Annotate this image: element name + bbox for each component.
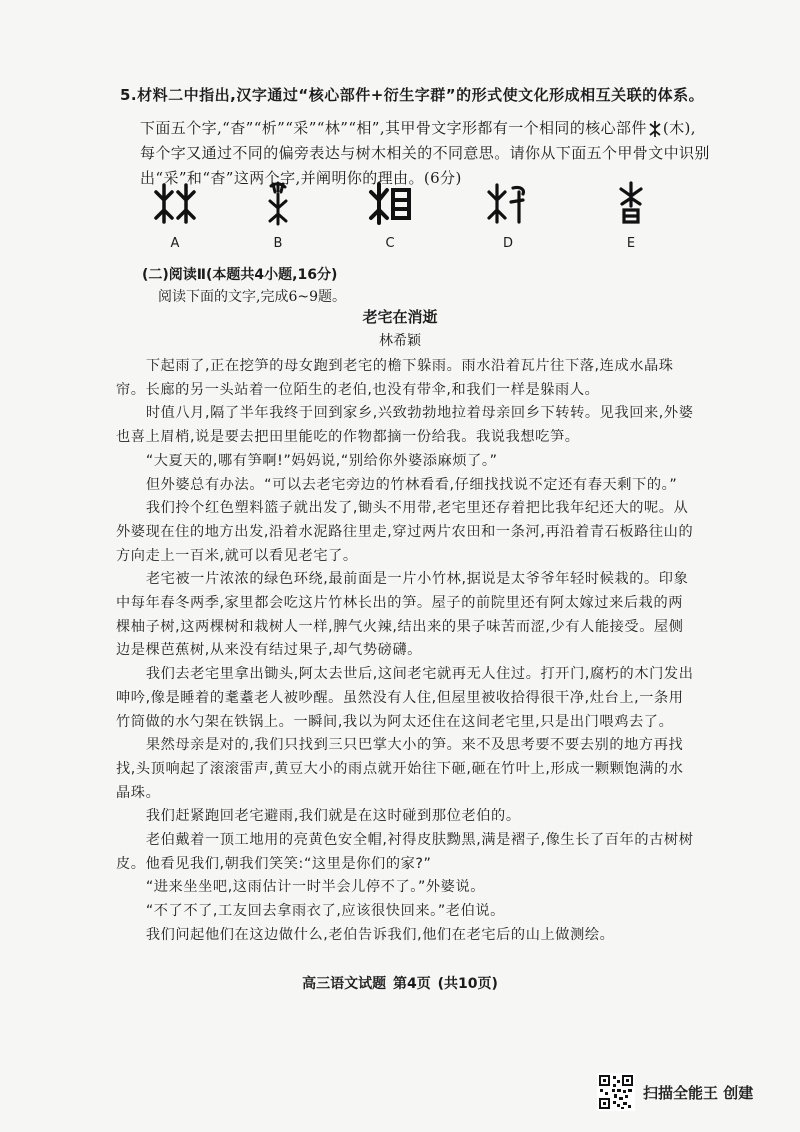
oracle-lin-icon: [145, 180, 205, 226]
question-5-body-cont: (木),每个字又通过不同的偏旁表达与树木相关的不同意思。请你从下面五个甲骨文中识别出“采”和“杳”这两个字,并阐明你的理由。(6分): [140, 119, 710, 187]
option-d: [478, 180, 538, 251]
article-paragraph: “进来坐坐吧,这雨估计一时半会儿停不了。”外婆说。: [145, 879, 486, 896]
article-paragraph: 老宅被一片浓浓的绿色环绕,最前面是一片小竹林,据说是太爷爷年轻时候栽的。印象中每年春冬两季,家里都会吃这片竹林长出的笋。屋子的前院里还有阿太嫁过来后栽的两棵柚子树,这两棵树和栽树人一样,脾气火辣,结出来的果子味苦而涩,少有人能接受。屋侧边是棵芭蕉树,从来没有结过果子,却气势磅礴。: [116, 571, 689, 659]
article-paragraph: “大夏天的,哪有笋啊!”妈妈说,“别给你外婆添麻烦了。”: [145, 452, 498, 469]
page-footer: 高三语文试题 第4页 (共10页): [302, 976, 498, 992]
article-paragraph: 但外婆总有办法。“可以去老宅旁边的竹林看看,仔细找找说不定还有春天剩下的。”: [145, 476, 678, 493]
option-label: D: [502, 236, 513, 251]
option-a: [145, 180, 205, 251]
oracle-options: [145, 180, 705, 260]
article-paragraph: “不了不了,工友回去拿雨衣了,应该很快回来。”老伯说。: [145, 903, 505, 920]
article-paragraph: 我们赶紧跑回老宅避雨,我们就是在这时碰到那位老伯的。: [145, 808, 521, 825]
article-paragraph: 我们去老宅里拿出锄头,阿太去世后,这间老宅就再无人住过。打开门,腐朽的木门发出呻吟,像是睡着的耄耋老人被吵醒。虽然没有人住,但屋里被收拾得很干净,灶台上,一条用竹筒做的水勺架在铁锅上。一瞬间,我以为阿太还住在这间老宅里,只是出门喂鸡去了。: [116, 666, 694, 730]
option-label: E: [626, 236, 636, 251]
article-paragraph: 我们拎个红色塑料篮子就出发了,锄头不用带,老宅里还存着把比我年纪还大的呢。从外婆现在住的地方出发,沿着水泥路往里走,穿过两片农田和一条河,再沿着青石板路往山的方向走上一百米,就可以看见老宅了。: [116, 500, 694, 564]
watermark-text: 扫描全能王 创建: [643, 1083, 754, 1102]
article-paragraph: 老伯戴着一顶工地用的亮黄色安全帽,衬得皮肤黝黑,满是褶子,像生长了百年的古树树皮。他看见我们,朝我们笑笑:“这里是你们的家?”: [116, 832, 694, 872]
oracle-xi-icon: [478, 180, 538, 226]
article-title: 老宅在消逝: [362, 308, 438, 326]
qr-code-icon: [597, 1073, 635, 1111]
section-instruction: 阅读下面的文字,完成6~9题。: [158, 289, 346, 305]
option-label: C: [385, 236, 395, 251]
option-label: B: [273, 236, 283, 251]
oracle-yao-icon: [601, 180, 661, 226]
oracle-cai-icon: [248, 180, 308, 226]
article-paragraph: 下起雨了,正在挖笋的母女跑到老宅的檐下躲雨。雨水沿着瓦片往下落,连成水晶珠帘。长廊的另一头站着一位陌生的老伯,也没有带伞,和我们一样是躲雨人。: [116, 358, 674, 398]
question-5-stem: 5.材料二中指出,汉字通过“核心部件+衍生字群”的形式使文化形成相互关联的体系。: [120, 86, 705, 104]
question-5-body-text: 下面五个字,“杳”“析”“采”“林”“相”,其甲骨文字形都有一个相同的核心部件: [140, 119, 647, 137]
option-label: A: [170, 236, 180, 251]
article-paragraph: 时值八月,隔了半年我终于回到家乡,兴致勃勃地拉着母亲回乡下转转。见我回来,外婆也喜上眉梢,说是要去把田里能吃的作物都摘一份给我。我说我想吃笋。: [116, 405, 694, 446]
oracle-xiang-icon: [360, 180, 420, 226]
article-body: [116, 355, 694, 948]
article-paragraph: 我们问起他们在这边做什么,老伯告诉我们,他们在老宅后的山上做测绘。: [145, 926, 615, 943]
oracle-mu-icon: [647, 120, 663, 138]
option-e: [601, 180, 661, 251]
article-paragraph: 果然母亲是对的,我们只找到三只巴掌大小的笋。来不及思考要不要去别的地方再找找,头顶响起了滚滚雷声,黄豆大小的雨点就开始往下砸,砸在竹叶上,形成一颗颗饱满的水晶珠。: [116, 737, 684, 801]
article-author: 林希颖: [379, 333, 421, 349]
option-b: [248, 180, 308, 251]
scanner-watermark: [597, 1070, 753, 1114]
option-c: [360, 180, 420, 251]
section-heading: (二)阅读Ⅱ(本题共4小题,16分): [142, 267, 338, 283]
